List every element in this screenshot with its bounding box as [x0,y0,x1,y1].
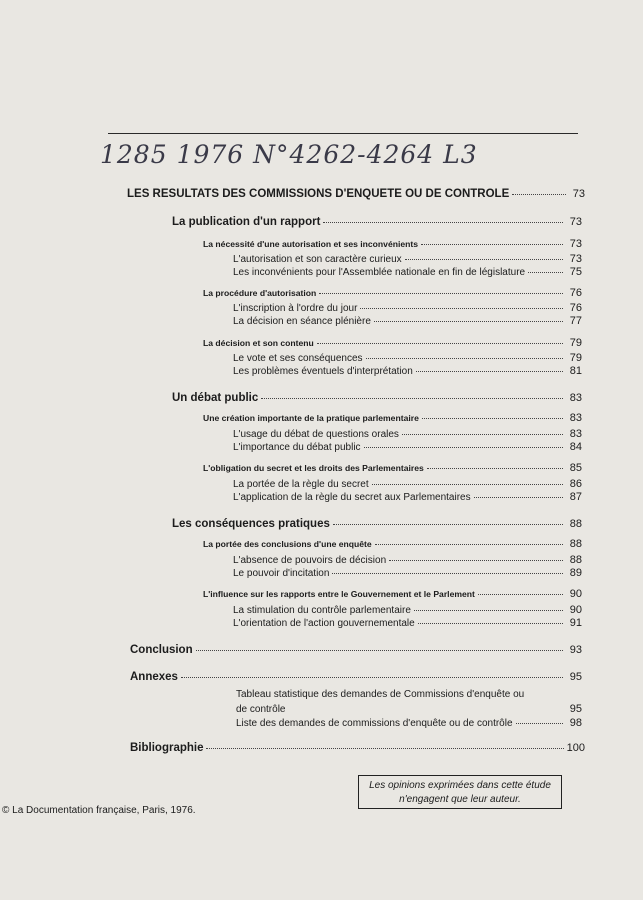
entry-page: 98 [569,717,582,729]
leader-dots [206,738,563,749]
leader-dots [528,262,563,273]
entry-text: Le pouvoir d'incitation [233,568,330,579]
entry-text: La portée des conclusions d'une enquête [203,539,372,549]
leader-dots [181,667,563,678]
entry-page: 83 [569,412,582,424]
toc-entry [233,363,582,378]
leader-dots [288,700,563,710]
toc-entry [130,642,582,656]
entry-page: 73 [569,238,582,250]
entry-page: 90 [569,604,582,616]
entry-page: 76 [569,302,582,314]
leader-dots [389,550,563,561]
entry-page: 75 [569,266,582,278]
entry-page: 95 [569,703,582,715]
leader-dots [332,563,563,574]
toc-entry [233,489,582,504]
toc-entry [233,439,582,454]
leader-dots [427,458,563,469]
toc-entry-first-line: Tableau statistique des demandes de Commissions d'enquête ou [236,689,525,700]
entry-text: de contrôle [236,704,286,715]
leader-dots [333,514,563,525]
entry-page: 84 [569,441,582,453]
entry-text: La publication d'un rapport [172,216,321,228]
leader-dots [421,234,563,245]
leader-dots [364,437,563,448]
header-rule [108,133,578,134]
entry-page: 76 [569,287,582,299]
entry-page: 88 [569,538,582,550]
entry-page: 73 [569,216,582,228]
toc-entry [233,565,582,580]
entry-page: 83 [569,392,582,404]
entry-text: Le vote et ses conséquences [233,353,363,364]
entry-page: 83 [569,428,582,440]
entry-text: L'absence de pouvoirs de décision [233,555,387,566]
leader-dots [366,348,563,359]
entry-text: Les conséquences pratiques [172,518,330,530]
entry-text: Un débat public [172,392,259,404]
leader-dots [512,184,566,195]
entry-text: La portée de la règle du secret [233,479,369,490]
disclaimer-line: Les opinions exprimées dans cette étude [369,780,551,791]
entry-page: 93 [569,644,582,656]
entry-page: 79 [569,352,582,364]
toc-entry [203,236,582,250]
leader-dots [478,584,563,595]
entry-text: L'application de la règle du secret aux Parlementaires [233,492,471,503]
toc-entry [203,536,582,550]
entry-page: 79 [569,337,582,349]
entry-text: Liste des demandes de commissions d'enquête ou de contrôle [236,718,513,729]
leader-dots [323,212,563,223]
entry-page: 85 [569,462,582,474]
entry-page: 100 [566,742,585,754]
toc-entry [233,264,582,279]
entry-text: La décision en séance plénière [233,316,371,327]
leader-dots [360,298,563,309]
toc-entry [203,586,582,600]
leader-dots [414,600,563,611]
entry-page: 81 [569,365,582,377]
entry-text: Une création importante de la pratique parlementaire [203,413,419,423]
entry-page: 88 [569,554,582,566]
toc-entry [233,313,582,328]
entry-text: La procédure d'autorisation [203,288,317,298]
leader-dots [405,249,563,260]
entry-text: Annexes [130,671,178,683]
leader-dots [372,474,563,485]
entry-text: L'obligation du secret et les droits des Parlementaires [203,463,424,473]
entry-text: Les inconvénients pour l'Assemblée nationale en fin de législature [233,267,526,278]
leader-dots [375,534,563,545]
entry-text: La décision et son contenu [203,338,314,348]
entry-text: La stimulation du contrôle parlementaire [233,605,411,616]
entry-page: 73 [569,253,582,265]
entry-page: 87 [569,491,582,503]
entry-page: 95 [569,671,582,683]
entry-page: 77 [569,315,582,327]
leader-dots [416,361,563,372]
leader-dots [402,424,563,435]
entry-text: L'orientation de l'action gouvernementale [233,618,415,629]
entry-text: Les problèmes éventuels d'interprétation [233,366,413,377]
disclaimer-box [358,775,562,809]
entry-text: L'influence sur les rapports entre le Gouvernement et le Parlement [203,589,475,599]
toc-entry [172,214,582,228]
toc-entry [130,669,582,683]
entry-text: La nécessité d'une autorisation et ses inconvénients [203,239,419,249]
toc-title-text: LES RESULTATS DES COMMISSIONS D'ENQUETE OU DE CONTROLE [127,188,510,200]
entry-page: 91 [569,617,582,629]
toc-entry [130,740,585,754]
leader-dots [317,333,563,344]
leader-dots [516,713,563,724]
leader-dots [374,311,563,322]
entry-text: L'inscription à l'ordre du jour [233,303,358,314]
entry-text: L'autorisation et son caractère curieux [233,254,402,265]
entry-text: Conclusion [130,644,193,656]
toc-entry [203,285,582,299]
leader-dots [196,640,563,651]
entry-text: L'usage du débat de questions orales [233,429,399,440]
leader-dots [418,613,563,624]
toc-entry [203,335,582,349]
leader-dots [422,408,563,419]
toc-entry [172,516,582,530]
toc-title [127,186,585,200]
entry-page: 89 [569,567,582,579]
toc-entry [172,390,582,404]
leader-dots [474,487,563,498]
entry-page: 86 [569,478,582,490]
toc-entry [236,715,582,730]
entry-page: 90 [569,588,582,600]
leader-dots [319,283,563,294]
toc-entry [203,460,582,474]
entry-page: 88 [569,518,582,530]
entry-text: L'importance du débat public [233,442,361,453]
leader-dots [261,388,563,399]
entry-text: Bibliographie [130,742,204,754]
disclaimer-line: n'engagent que leur auteur. [399,794,521,805]
toc-entry [203,410,582,424]
toc-entry [233,615,582,630]
handwritten-note: 1285 1976 N°4262-4264 L3 [100,140,478,169]
copyright-notice: © La Documentation française, Paris, 1976. [2,805,196,816]
toc-title-page: 73 [572,188,585,200]
